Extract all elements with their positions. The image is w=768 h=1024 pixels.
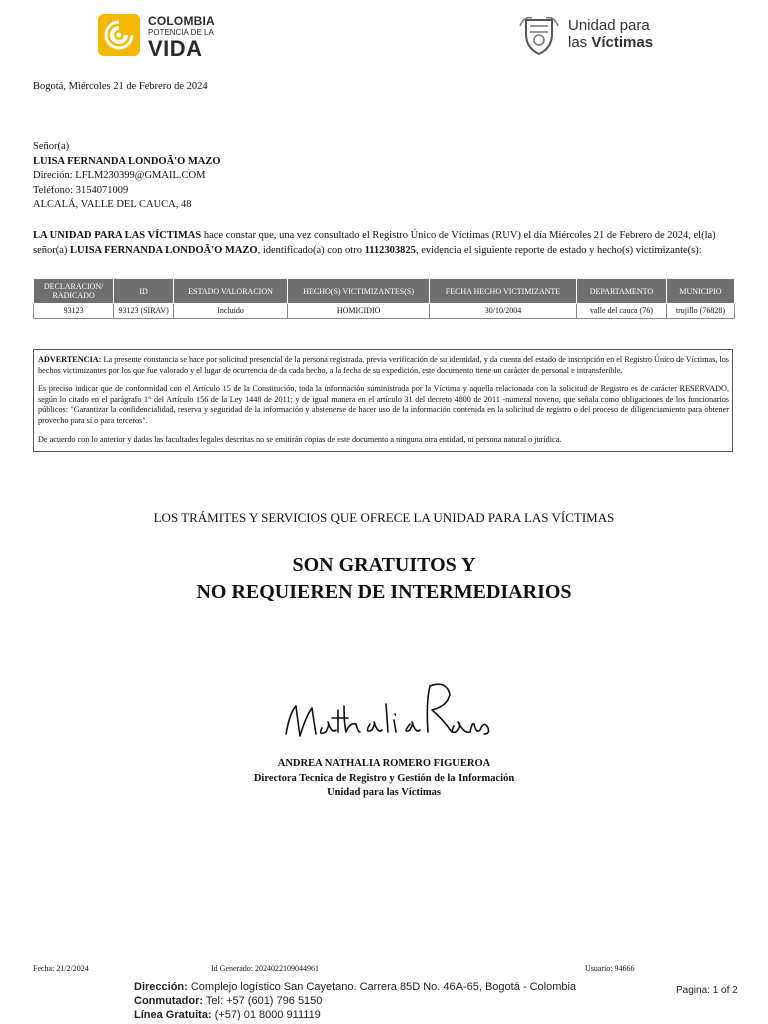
date-line: Bogotá, Miércoles 21 de Febrero de 2024 [33,81,208,92]
col-id: ID [114,279,174,304]
recipient-name: LUISA FERNANDA LONDOÃ'O MAZO [33,155,221,167]
col-fecha: FECHA HECHO VICTIMIZANTE [430,279,577,304]
footer-direccion: Dirección: Complejo logístico San Cayetano. Carrera 85D No. 46A-65, Bogotá - Colombia [134,981,577,993]
logo-left-line2: POTENCIA DE LA [148,28,214,37]
footer-contact [134,980,576,1022]
recipient-phone: Teléfono: 3154071009 [33,184,129,196]
col-declaracion: DECLARACION/ RADICADO [34,279,114,304]
logo-left-line1: COLOMBIA [148,14,215,28]
signatory-name: ANDREA NATHALIA ROMERO FIGUEROA [277,758,491,769]
recipient-city: ALCALÁ, VALLE DEL CAUCA, 48 [33,199,192,210]
salutation: Señor(a) [33,141,70,152]
cell-fecha: 30/10/2004 [430,304,577,319]
footer-conmutador: Conmutador: Tel: +57 (601) 796 5150 [134,995,323,1007]
cell-declaracion: 93123 [34,304,114,319]
table-row [34,304,735,319]
colombia-logo-icon [96,12,144,58]
col-hechos: HECHO(S) VICTIMIZANTES(S) [288,279,430,304]
footer-linea: Línea Gratuita: (+57) 01 8000 911119 [134,1009,321,1021]
footer-fecha: Fecha: 21/2/2024 [33,964,89,973]
footer-usuario: Usuario: 94666 [585,964,635,973]
footer-id-generado: Id Generado: 20240221090449​61 [211,964,319,973]
gratuitos-line2: NO REQUIEREN DE INTERMEDIARIOS [196,581,572,603]
tramites-heading: LOS TRÁMITES Y SERVICIOS QUE OFRECE LA UNIDAD PARA LAS VÍCTIMAS [153,510,615,525]
unidad-victimas-logo [516,12,666,58]
cell-municipio: trujillo (76828) [666,304,734,319]
signatory-org: Unidad para las Víctimas [327,787,441,798]
warning-box [33,349,733,452]
cell-hecho: HOMICIDIO [288,304,430,319]
gratuitos-line1: SON GRATUITOS Y [292,554,476,576]
logo-left-line3: VIDA [148,36,203,61]
col-estado: ESTADO VALORACION [173,279,287,304]
intro-paragraph: LA UNIDAD PARA LAS VÍCTIMAS hace constar que, una vez consultado el Registro Único de Víctimas (RUV) el día Miércoles 21 de Febrero de 2024, el(la) señor(a) LUISA FERNANDA LONDOÃ'O MAZO, identificado(a) con otro 1112303825, evidencia el siguiente reporte de estado y hecho(s) victimizante(s): [33,230,716,256]
signatory-title: Directora Tecnica de Registro y Gestión de la Información [253,772,515,784]
warning-paragraph-1: ADVERTENCIA: La presente constancia se hace por solicitud presencial de la persona registrada, previa verificación de su identidad, y da cuenta del estado de inscripción en el Registro Único de Víctimas, los hechos victimizantes por los que fue valorado y el lugar de ocurrencia de da cada hecho, a la fecha de su expedición, este documento tiene un carácter de personal e intransferible. [38,355,729,375]
warning-paragraph-2: Es preciso indicar que de conformidad con el Artículo 15 de la Constitución, toda la información suministrada por la Víctima y aquella relacionada con la solicitud de Registro es de carácter RESERVADO, según lo citado en el parágrafo 1° del Artículo 156 de la Ley 1448 de 2011; y de igual manera en el artículo 31 del decreto 4800 de 2011 -numeral noveno, que señala como obligaciones de los funcionarios públicos: "Garantizar la confidencialidad, reserva y seguridad de la información y abstenerse de hacer uso de la información contenida en la solicitud de registro o del proceso de diligenciamiento para obtener provecho para sí o para terceros". [38,384,729,425]
recipient-block [33,140,221,213]
col-departamento: DEPARTAMENTO [576,279,666,304]
coat-of-arms-icon [516,12,562,58]
table-header-row [34,279,735,304]
gratuitos-heading [0,552,768,606]
col-municipio: MUNICIPIO [666,279,734,304]
recipient-address: Direción: LFLM230399@GMAIL.COM [33,170,206,181]
colombia-potencia-logo [96,12,226,62]
page-number: Pagina: 1 of 2 [676,985,738,996]
logo-right-line1: Unidad para [568,17,650,34]
signatory-block [0,757,768,801]
victim-report-table [33,278,735,319]
cell-estado: Incluido [173,304,287,319]
handwritten-signature [278,672,498,756]
warning-paragraph-3: De acuerdo con lo anterior y dadas las facultades legales descritas no se emitirán copias de este documento a ninguna otra entidad, ni persona natural o jurídica. [38,434,562,444]
cell-departamento: valle del cauca (76) [576,304,666,319]
logo-right-line2: las Víctimas [568,33,654,51]
cell-id: 93123 (SIRAV) [114,304,174,319]
